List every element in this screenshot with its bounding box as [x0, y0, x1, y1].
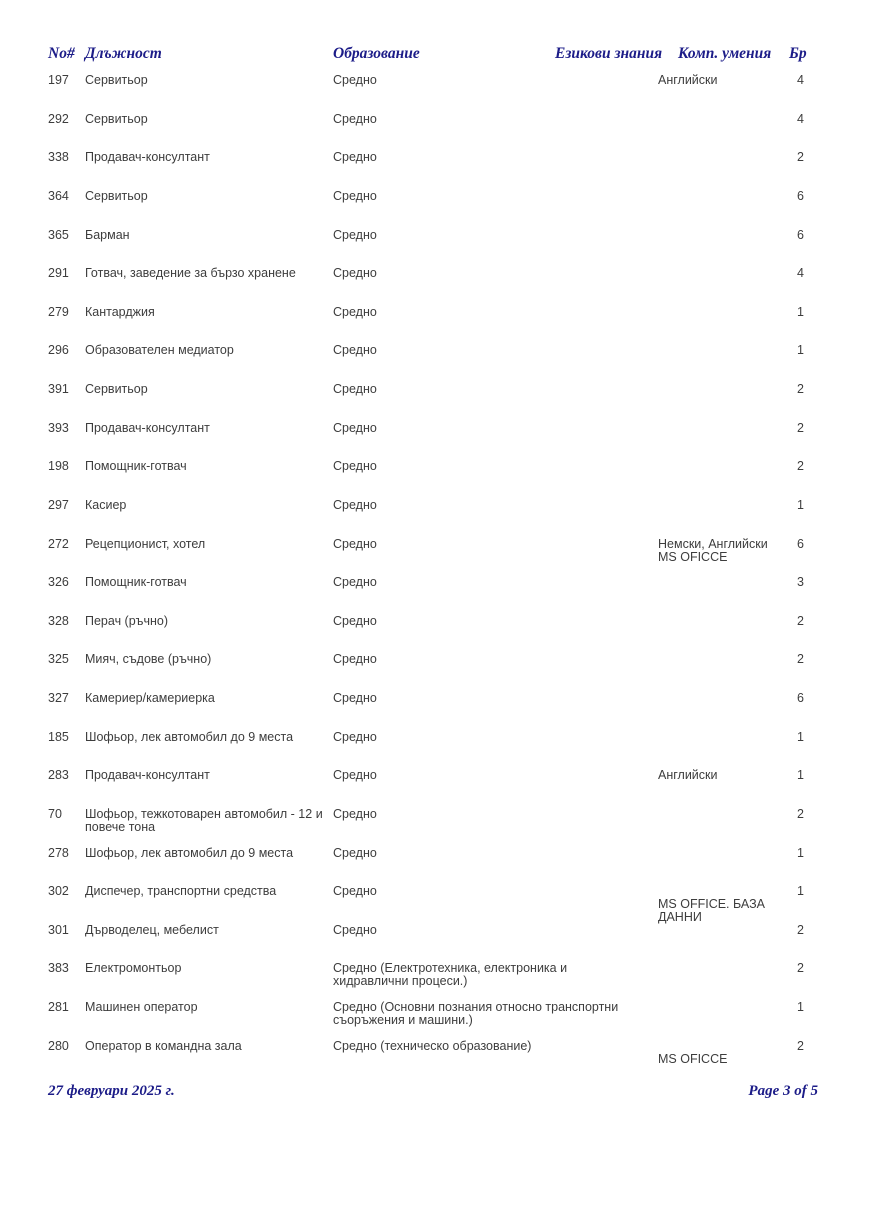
job-no-cell: 326 [48, 575, 69, 590]
languages-cell [658, 344, 768, 357]
education-cell: Средно [333, 613, 377, 628]
languages-cell [658, 151, 768, 164]
table-row [0, 576, 870, 615]
education-cell: Средно [333, 150, 377, 165]
job-no-cell: 365 [48, 227, 69, 242]
education-cell: Средно [333, 266, 377, 281]
computer-skills-cell [658, 87, 768, 100]
computer-skills-cell [658, 744, 768, 757]
position-cell: Рецепционист, хотел [85, 536, 206, 551]
position-cell: Касиер [85, 497, 127, 512]
job-no-cell: 283 [48, 768, 69, 783]
table-row [0, 499, 870, 538]
languages-computer-cell [658, 692, 768, 718]
job-no-cell: 281 [48, 1000, 69, 1014]
computer-skills-cell [658, 628, 768, 641]
computer-skills-cell [658, 975, 768, 988]
languages-computer-cell [658, 74, 768, 100]
job-no-cell: 297 [48, 497, 69, 512]
count-cell: 2 [797, 459, 804, 474]
table-row [0, 190, 870, 229]
languages-cell [658, 962, 768, 975]
position-cell: Сервитьор [85, 111, 148, 126]
position-cell: Барман [85, 227, 130, 242]
footer-page-number: Page 3 of 5 [748, 1083, 818, 1099]
education-cell: Средно [333, 343, 377, 358]
count-cell: 1 [797, 304, 804, 319]
languages-cell [658, 229, 768, 242]
table-row [0, 538, 870, 577]
count-cell: 2 [797, 652, 804, 667]
languages-computer-cell [658, 769, 768, 795]
count-cell: 1 [797, 343, 804, 358]
computer-skills-cell [658, 357, 768, 370]
languages-cell [658, 306, 768, 319]
column-header-computer-skills: Комп. умения [678, 45, 772, 62]
job-no-cell: 391 [48, 382, 69, 396]
job-no-cell: 292 [48, 111, 69, 126]
job-no-cell: 280 [48, 1038, 69, 1053]
education-cell: Средно [333, 922, 377, 937]
education-cell: Средно [333, 845, 377, 860]
computer-skills-cell: MS OFICCE [658, 549, 728, 564]
count-cell: 6 [797, 188, 804, 203]
table-row [0, 306, 870, 345]
languages-cell [658, 267, 768, 280]
languages-computer-cell [658, 267, 768, 293]
languages-computer-cell [658, 1040, 768, 1066]
languages-cell [658, 576, 768, 589]
table-row [0, 731, 870, 770]
job-no-cell: 197 [48, 73, 69, 87]
computer-skills-cell [658, 242, 768, 255]
education-cell: Средно [333, 768, 377, 783]
table-row [0, 885, 870, 924]
table-row [0, 113, 870, 152]
education-cell: Средно (Електротехника, електроника и хидравлични процеси.) [333, 961, 568, 989]
column-header-languages: Езикови знания [555, 45, 663, 62]
computer-skills-cell [658, 860, 768, 873]
computer-skills-cell [658, 396, 768, 409]
languages-cell [658, 113, 768, 126]
table-row [0, 422, 870, 461]
position-cell: Сервитьор [85, 73, 148, 87]
table-row [0, 653, 870, 692]
position-cell: Сервитьор [85, 382, 148, 396]
education-cell: Средно [333, 304, 377, 319]
position-cell: Кантарджия [85, 304, 155, 319]
languages-cell [658, 692, 768, 705]
job-no-cell: 198 [48, 459, 69, 474]
position-cell: Електромонтьор [85, 961, 182, 976]
languages-computer-cell [658, 344, 768, 370]
table-row [0, 460, 870, 499]
position-cell: Дърводелец, мебелист [85, 922, 219, 937]
count-cell: 2 [797, 420, 804, 435]
count-cell: 2 [797, 382, 804, 396]
job-no-cell: 185 [48, 729, 69, 744]
education-cell: Средно [333, 575, 377, 590]
education-cell: Средно [333, 227, 377, 242]
column-header-education: Образование [333, 45, 420, 62]
education-cell: Средно (техническо образование) [333, 1038, 532, 1053]
education-cell: Средно [333, 806, 377, 821]
languages-computer-cell [658, 113, 768, 139]
position-cell: Перач (ръчно) [85, 613, 169, 628]
job-no-cell: 272 [48, 536, 69, 551]
table-row [0, 615, 870, 654]
count-cell: 4 [797, 266, 804, 281]
table-row [0, 74, 870, 113]
position-cell: Продавач-консултант [85, 420, 210, 435]
count-cell: 1 [797, 845, 804, 860]
languages-cell: Английски [658, 768, 718, 783]
education-cell: Средно [333, 884, 377, 899]
job-no-cell: 278 [48, 845, 69, 860]
languages-computer-cell [658, 229, 768, 255]
computer-skills-cell [658, 782, 768, 795]
column-header-no: No# [48, 45, 75, 62]
count-cell: 1 [797, 1000, 804, 1014]
languages-computer-cell [658, 924, 768, 950]
languages-computer-cell [658, 306, 768, 332]
job-no-cell: 279 [48, 304, 69, 319]
count-cell: 1 [797, 497, 804, 512]
job-no-cell: 364 [48, 188, 69, 203]
languages-computer-cell [658, 151, 768, 177]
table-row [0, 1001, 870, 1040]
computer-skills-cell [658, 473, 768, 486]
table-row [0, 383, 870, 422]
languages-cell [658, 847, 768, 860]
education-cell: Средно [333, 111, 377, 126]
job-no-cell: 325 [48, 652, 69, 667]
languages-computer-cell [658, 460, 768, 486]
job-no-cell: 291 [48, 266, 69, 281]
count-cell: 4 [797, 111, 804, 126]
computer-skills-cell [658, 821, 768, 834]
languages-computer-cell [658, 615, 768, 641]
computer-skills-cell [658, 589, 768, 602]
languages-computer-cell [658, 1001, 768, 1027]
education-cell: Средно [333, 652, 377, 667]
table-row [0, 267, 870, 306]
table-header-row [0, 45, 870, 67]
computer-skills-cell [658, 435, 768, 448]
languages-cell [658, 924, 768, 937]
education-cell: Средно (Основни познания относно транспортни съоръжения и машини.) [333, 1000, 619, 1027]
education-cell: Средно [333, 459, 377, 474]
position-cell: Камериер/камериерка [85, 691, 215, 705]
count-cell: 6 [797, 227, 804, 242]
languages-cell [658, 190, 768, 203]
table-row [0, 229, 870, 268]
table-row [0, 962, 870, 1001]
languages-cell [658, 1001, 768, 1014]
languages-cell [658, 808, 768, 821]
languages-computer-cell [658, 538, 768, 564]
computer-skills-cell [658, 126, 768, 139]
languages-cell [658, 422, 768, 435]
count-cell: 4 [797, 73, 804, 87]
languages-computer-cell [658, 731, 768, 757]
table-row [0, 808, 870, 847]
position-cell: Образователен медиатор [85, 343, 234, 358]
position-cell: Продавач-консултант [85, 768, 210, 783]
languages-computer-cell [658, 383, 768, 409]
page-footer [0, 1082, 870, 1104]
column-header-count: Бр [789, 45, 807, 62]
languages-cell [658, 1040, 768, 1053]
position-cell: Помощник-готвач [85, 459, 187, 474]
count-cell: 6 [797, 691, 804, 705]
education-cell: Средно [333, 420, 377, 435]
position-cell: Сервитьор [85, 188, 148, 203]
computer-skills-cell: MS OFICCE [658, 1051, 728, 1066]
count-cell: 2 [797, 922, 804, 937]
languages-cell [658, 615, 768, 628]
computer-skills-cell [658, 319, 768, 332]
position-cell: Диспечер, транспортни средства [85, 884, 277, 899]
languages-computer-cell [658, 653, 768, 679]
languages-cell [658, 499, 768, 512]
position-cell: Мияч, съдове (ръчно) [85, 652, 212, 667]
education-cell: Средно [333, 382, 377, 396]
table-row [0, 692, 870, 731]
count-cell: 2 [797, 961, 804, 976]
position-cell: Шофьор, лек автомобил до 9 места [85, 845, 294, 860]
job-no-cell: 393 [48, 420, 69, 435]
languages-cell [658, 731, 768, 744]
education-cell: Средно [333, 536, 377, 551]
table-row [0, 924, 870, 963]
job-no-cell: 338 [48, 150, 69, 165]
position-cell: Готвач, заведение за бързо хранене [85, 266, 296, 281]
position-cell: Шофьор, лек автомобил до 9 места [85, 729, 294, 744]
languages-cell [658, 383, 768, 396]
count-cell: 1 [797, 768, 804, 783]
count-cell: 1 [797, 729, 804, 744]
position-cell: Шофьор, тежкотоварен автомобил - 12 и повече тона [85, 806, 323, 834]
job-no-cell: 296 [48, 343, 69, 358]
education-cell: Средно [333, 497, 377, 512]
job-no-cell: 70 [48, 806, 62, 821]
computer-skills-cell [658, 1014, 768, 1027]
languages-computer-cell [658, 190, 768, 216]
computer-skills-cell [658, 512, 768, 525]
table-row [0, 344, 870, 383]
count-cell: 2 [797, 150, 804, 165]
job-no-cell: 383 [48, 961, 69, 976]
computer-skills-cell: MS OFFICE. БАЗА ДАННИ [658, 897, 766, 925]
languages-computer-cell [658, 808, 768, 834]
languages-computer-cell [658, 499, 768, 525]
position-cell: Помощник-готвач [85, 575, 187, 590]
computer-skills-cell [658, 203, 768, 216]
job-no-cell: 327 [48, 691, 69, 705]
table-row [0, 847, 870, 886]
computer-skills-cell [658, 705, 768, 718]
count-cell: 2 [797, 806, 804, 821]
count-cell: 6 [797, 536, 804, 551]
job-no-cell: 302 [48, 884, 69, 899]
count-cell: 1 [797, 884, 804, 899]
education-cell: Средно [333, 729, 377, 744]
table-row [0, 769, 870, 808]
education-cell: Средно [333, 691, 377, 705]
position-cell: Продавач-консултант [85, 150, 210, 165]
computer-skills-cell [658, 280, 768, 293]
column-header-position: Длъжност [85, 45, 162, 62]
count-cell: 3 [797, 575, 804, 590]
languages-computer-cell [658, 422, 768, 448]
count-cell: 2 [797, 613, 804, 628]
languages-computer-cell [658, 962, 768, 988]
computer-skills-cell [658, 666, 768, 679]
languages-cell: Немски, Английски [658, 536, 768, 551]
position-cell: Оператор в командна зала [85, 1038, 242, 1053]
position-cell: Машинен оператор [85, 1000, 198, 1014]
languages-cell [658, 460, 768, 473]
count-cell: 2 [797, 1038, 804, 1053]
education-cell: Средно [333, 73, 377, 87]
table-body [0, 74, 870, 1078]
languages-cell: Английски [658, 73, 718, 87]
table-row [0, 1040, 870, 1079]
computer-skills-cell [658, 937, 768, 950]
languages-computer-cell [658, 576, 768, 602]
computer-skills-cell [658, 164, 768, 177]
table-row [0, 151, 870, 190]
job-no-cell: 301 [48, 922, 69, 937]
education-cell: Средно [333, 188, 377, 203]
languages-computer-cell [658, 847, 768, 873]
languages-computer-cell [658, 885, 768, 924]
job-no-cell: 328 [48, 613, 69, 628]
languages-cell [658, 653, 768, 666]
footer-date: 27 февруари 2025 г. [48, 1083, 175, 1099]
